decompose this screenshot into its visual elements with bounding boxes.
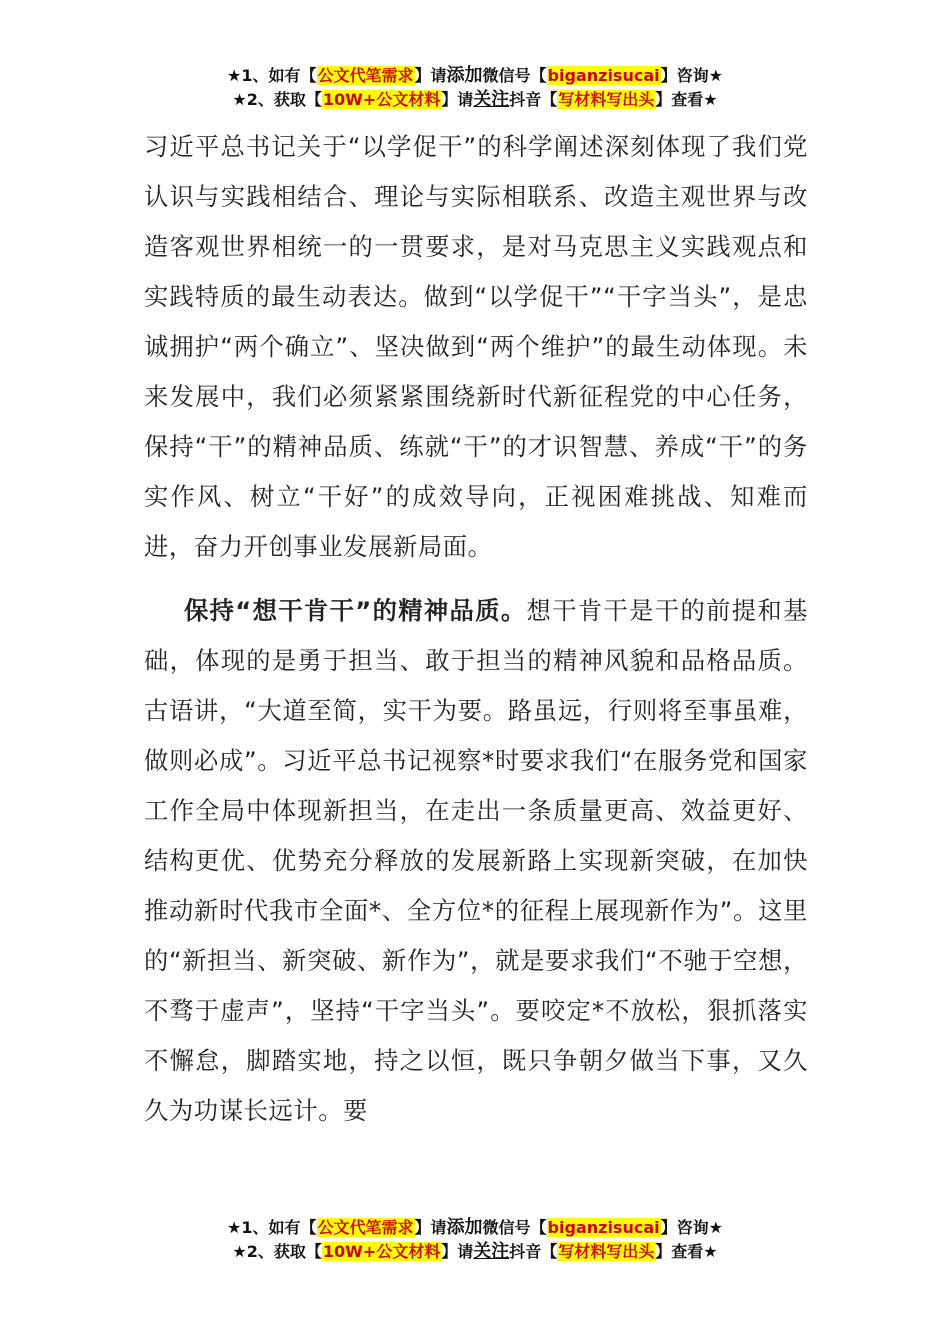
banner-text: ★1、如有【	[227, 66, 317, 85]
banner-text: 抖音【	[509, 90, 558, 109]
banner-line-1	[0, 1216, 950, 1240]
header-banner	[0, 64, 950, 112]
banner-emphasis: 关注	[473, 1241, 510, 1262]
highlight-service: 公文代笔需求	[317, 66, 414, 85]
paragraph-2-lead: 保持“想干肯干”的精神品质。	[184, 596, 527, 625]
highlight-douyin-id: 写材料写出头	[558, 90, 655, 109]
banner-text: 】咨询★	[660, 66, 723, 85]
footer-banner	[0, 1216, 950, 1264]
banner-text: 微信号【	[482, 66, 547, 85]
banner-text: 】请	[441, 90, 474, 109]
banner-emphasis: 关注	[473, 89, 510, 110]
banner-line-1	[0, 64, 950, 88]
highlight-materials: 10W+公文材料	[322, 90, 441, 109]
paragraph-1: 习近平总书记关于“以学促干”的科学阐述深刻体现了我们党认识与实践相结合、理论与实际相联系、改造主观世界与改造客观世界相统一的一贯要求，是对马克思主义实践观点和实践特质的最生动表达。做到“以学促干”“干字当头”，是忠诚拥护“两个确立”、坚决做到“两个维护”的最生动体现。未来发展中，我们必须紧紧围绕新时代新征程党的中心任务，保持“干”的精神品质、练就“干”的才识智慧、养成“干”的务实作风、树立“干好”的成效导向，正视困难挑战、知难而进，奋力开创事业发展新局面。	[144, 132, 808, 561]
banner-text: 】查看★	[655, 1242, 718, 1261]
paragraph-2-body: 想干肯干是干的前提和基础，体现的是勇于担当、敢于担当的精神风貌和品格品质。古语讲，“大道至简，实干为要。路虽远，行则将至事虽难，做则必成”。习近平总书记视察*时要求我们“在服务党和国家工作全局中体现新担当，在走出一条质量更高、效益更好、结构更优、优势充分释放的发展新路上实现新突破，在加快推动新时代我市全面*、全方位*的征程上展现新作为”。这里的“新担当、新突破、新作为”，就是要求我们“不驰于空想，不骛于虚声”，坚持“干字当头”。要咬定*不放松，狠抓落实不懈怠，脚踏实地，持之以恒，既只争朝夕做当下事，又久久为功谋长远计。要	[144, 596, 808, 1125]
banner-emphasis: 添加	[446, 65, 483, 86]
banner-text: 】查看★	[655, 90, 718, 109]
banner-text: 】请	[441, 1242, 474, 1261]
banner-text: 】请	[414, 66, 447, 85]
banner-line-2	[0, 1240, 950, 1264]
banner-emphasis: 添加	[446, 1217, 483, 1238]
highlight-service: 公文代笔需求	[317, 1218, 414, 1237]
banner-text: 】请	[414, 1218, 447, 1237]
banner-line-2	[0, 88, 950, 112]
document-body	[144, 122, 808, 1136]
banner-text: 】咨询★	[660, 1218, 723, 1237]
highlight-wechat-id: biganzisucai	[547, 1218, 660, 1237]
banner-text: ★2、获取【	[232, 1242, 322, 1261]
banner-text: 抖音【	[509, 1242, 558, 1261]
banner-text: 微信号【	[482, 1218, 547, 1237]
highlight-douyin-id: 写材料写出头	[558, 1242, 655, 1261]
paragraph-2	[144, 586, 808, 1136]
highlight-materials: 10W+公文材料	[322, 1242, 441, 1261]
banner-text: ★1、如有【	[227, 1218, 317, 1237]
highlight-wechat-id: biganzisucai	[547, 66, 660, 85]
banner-text: ★2、获取【	[232, 90, 322, 109]
